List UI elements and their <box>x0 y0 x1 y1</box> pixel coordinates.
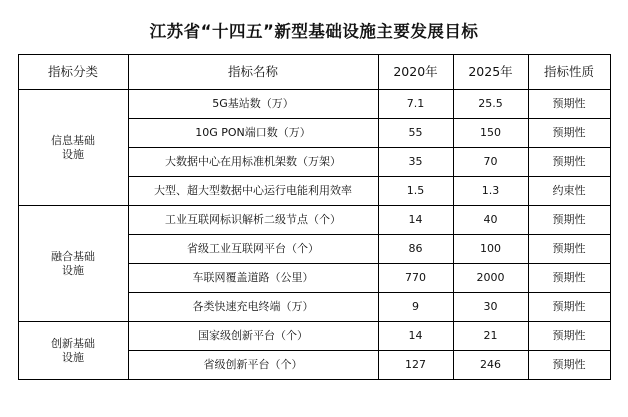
indicator-value-2020: 35 <box>378 148 453 177</box>
indicator-value-2025: 1.3 <box>453 177 528 206</box>
column-header-name: 指标名称 <box>128 55 378 90</box>
indicator-value-2025: 150 <box>453 119 528 148</box>
indicator-property: 预期性 <box>528 206 610 235</box>
indicator-value-2020: 55 <box>378 119 453 148</box>
indicator-value-2020: 1.5 <box>378 177 453 206</box>
category-cell-integrated-infrastructure <box>18 206 128 322</box>
indicator-property: 预期性 <box>528 322 610 351</box>
indicator-name: 车联网覆盖道路（公里） <box>128 264 378 293</box>
indicator-name: 国家级创新平台（个） <box>128 322 378 351</box>
indicator-property: 预期性 <box>528 264 610 293</box>
category-label-line1: 信息基础 <box>51 133 95 147</box>
column-header-category: 指标分类 <box>18 55 128 90</box>
indicator-value-2025: 25.5 <box>453 90 528 119</box>
indicator-value-2025: 30 <box>453 293 528 322</box>
indicator-value-2020: 770 <box>378 264 453 293</box>
indicator-value-2025: 100 <box>453 235 528 264</box>
indicator-name: 省级工业互联网平台（个） <box>128 235 378 264</box>
indicator-value-2025: 2000 <box>453 264 528 293</box>
indicator-name: 各类快速充电终端（万） <box>128 293 378 322</box>
category-cell-information-infrastructure <box>18 90 128 206</box>
development-goals-table <box>18 54 611 380</box>
indicator-property: 预期性 <box>528 235 610 264</box>
indicator-property: 预期性 <box>528 293 610 322</box>
category-label-line1: 创新基础 <box>51 336 95 350</box>
indicator-name: 10G PON端口数（万） <box>128 119 378 148</box>
indicator-property: 预期性 <box>528 119 610 148</box>
column-header-year-2025: 2025年 <box>453 55 528 90</box>
table-body <box>18 90 610 380</box>
indicator-value-2025: 40 <box>453 206 528 235</box>
category-label-line1: 融合基础 <box>51 249 95 263</box>
indicator-value-2025: 246 <box>453 351 528 380</box>
indicator-value-2020: 7.1 <box>378 90 453 119</box>
category-label-line2: 设施 <box>62 263 84 277</box>
indicator-value-2020: 127 <box>378 351 453 380</box>
indicator-name: 大数据中心在用标准机架数（万架） <box>128 148 378 177</box>
category-label-line2: 设施 <box>62 350 84 364</box>
indicator-property: 预期性 <box>528 90 610 119</box>
category-cell-innovation-infrastructure <box>18 322 128 380</box>
indicator-value-2020: 14 <box>378 206 453 235</box>
column-header-year-2020: 2020年 <box>378 55 453 90</box>
indicator-value-2020: 14 <box>378 322 453 351</box>
indicator-property: 预期性 <box>528 351 610 380</box>
indicator-value-2025: 21 <box>453 322 528 351</box>
indicator-value-2020: 9 <box>378 293 453 322</box>
page-title: 江苏省“十四五”新型基础设施主要发展目标 <box>149 22 479 41</box>
indicator-name: 工业互联网标识解析二级节点（个） <box>128 206 378 235</box>
table-row <box>18 90 610 119</box>
indicator-name: 省级创新平台（个） <box>128 351 378 380</box>
column-header-property: 指标性质 <box>528 55 610 90</box>
category-label-line2: 设施 <box>62 147 84 161</box>
indicator-property: 预期性 <box>528 148 610 177</box>
table-header-row <box>18 55 610 90</box>
table-row <box>18 206 610 235</box>
indicator-property: 约束性 <box>528 177 610 206</box>
indicator-value-2025: 70 <box>453 148 528 177</box>
indicator-name: 5G基站数（万） <box>128 90 378 119</box>
table-header <box>18 55 610 90</box>
indicator-value-2020: 86 <box>378 235 453 264</box>
indicator-name: 大型、超大型数据中心运行电能利用效率 <box>128 177 378 206</box>
table-row <box>18 322 610 351</box>
